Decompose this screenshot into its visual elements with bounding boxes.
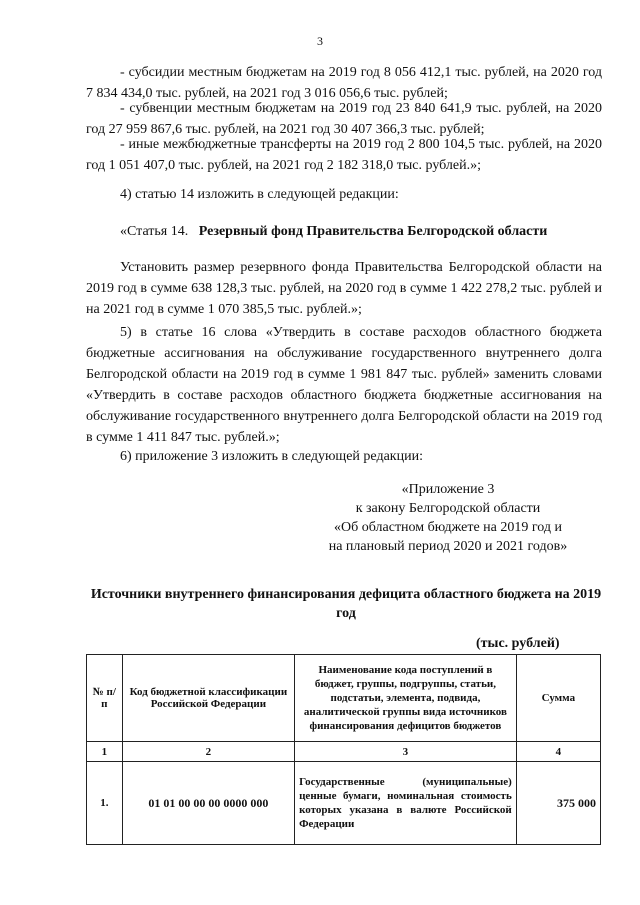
paragraph-item-6: 6) приложение 3 изложить в следующей редакции: — [120, 449, 423, 464]
paragraph-subsidies: - субсидии местным бюджетам на 2019 год 8 056 412,1 тыс. рублей, на 2020 год 7 834 434,0 тыс. рублей, на 2021 год 3 016 056,6 тыс. рублей; — [86, 65, 602, 101]
appendix-heading — [300, 480, 596, 556]
appendix-line-3: «Об областном бюджете на 2019 год и — [334, 520, 562, 535]
header-code: Код бюджетной классификации Российской Федерации — [122, 655, 294, 742]
column-number: 2 — [122, 742, 294, 762]
column-number: 4 — [516, 742, 600, 762]
paragraph-reserve-fund: Установить размер резервного фонда Правительства Белгородской области на 2019 год в сумме 638 128,3 тыс. рублей, на 2020 год в сумме 1 422 278,2 тыс. рублей и на 2021 год в сумме 1 070 385,5 тыс. рублей.»; — [86, 260, 602, 317]
table-row — [87, 762, 601, 845]
row-number: 1. — [87, 762, 123, 845]
page-number: 3 — [317, 34, 323, 48]
row-name: Государственные (муниципальные) ценные бумаги, номинальная стоимость которых указана в валюте Российской Федерации — [295, 762, 517, 845]
row-code: 01 01 00 00 00 0000 000 — [122, 762, 294, 845]
appendix-line-2: к закону Белгородской области — [355, 501, 541, 516]
article-heading — [120, 221, 547, 242]
header-number: № п/п — [87, 655, 123, 742]
table-header-row — [87, 655, 601, 742]
column-number: 3 — [295, 742, 517, 762]
row-amount: 375 000 — [516, 762, 600, 845]
article-title: Резервный фонд Правительства Белгородской области — [198, 224, 548, 239]
table-units: (тыс. рублей) — [476, 636, 560, 651]
appendix-line-4: на плановый период 2020 и 2021 годов» — [328, 539, 568, 554]
paragraph-subventions: - субвенции местным бюджетам на 2019 год 23 840 641,9 тыс. рублей, на 2020 год 27 959 867,6 тыс. рублей, на 2021 год 30 407 366,3 тыс. рублей; — [86, 101, 602, 137]
table-title: Источники внутреннего финансирования дефицита областного бюджета на 2019 год — [90, 587, 602, 621]
paragraph-item-4: 4) статью 14 изложить в следующей редакции: — [120, 187, 399, 202]
column-number: 1 — [87, 742, 123, 762]
header-name: Наименование кода поступлений в бюджет, группы, подгруппы, статьи, подстатьи, элемента, подвида, аналитической группы вида источников финансирования дефицитов бюджетов — [295, 655, 517, 742]
appendix-line-1: «Приложение 3 — [401, 482, 495, 497]
header-amount: Сумма — [516, 655, 600, 742]
paragraph-transfers: - иные межбюджетные трансферты на 2019 год 2 800 104,5 тыс. рублей, на 2020 год 1 051 407,0 тыс. рублей, на 2021 год 2 182 318,0 тыс. рублей.»; — [86, 137, 602, 173]
financing-table — [86, 654, 601, 845]
article-prefix: «Статья 14. — [120, 224, 189, 239]
table-column-numbers-row — [87, 742, 601, 762]
paragraph-item-5: 5) в статье 16 слова «Утвердить в составе расходов областного бюджета бюджетные ассигнования на обслуживание государственного внутреннего долга Белгородской области на 2019 год в сумме 1 981 847 тыс. рублей» заменить словами «Утвердить в составе расходов областного бюджета бюджетные ассигнования на обслуживание государственного внутреннего долга Белгородской области на 2019 год в сумме 1 411 847 тыс. рублей.»; — [86, 325, 602, 445]
